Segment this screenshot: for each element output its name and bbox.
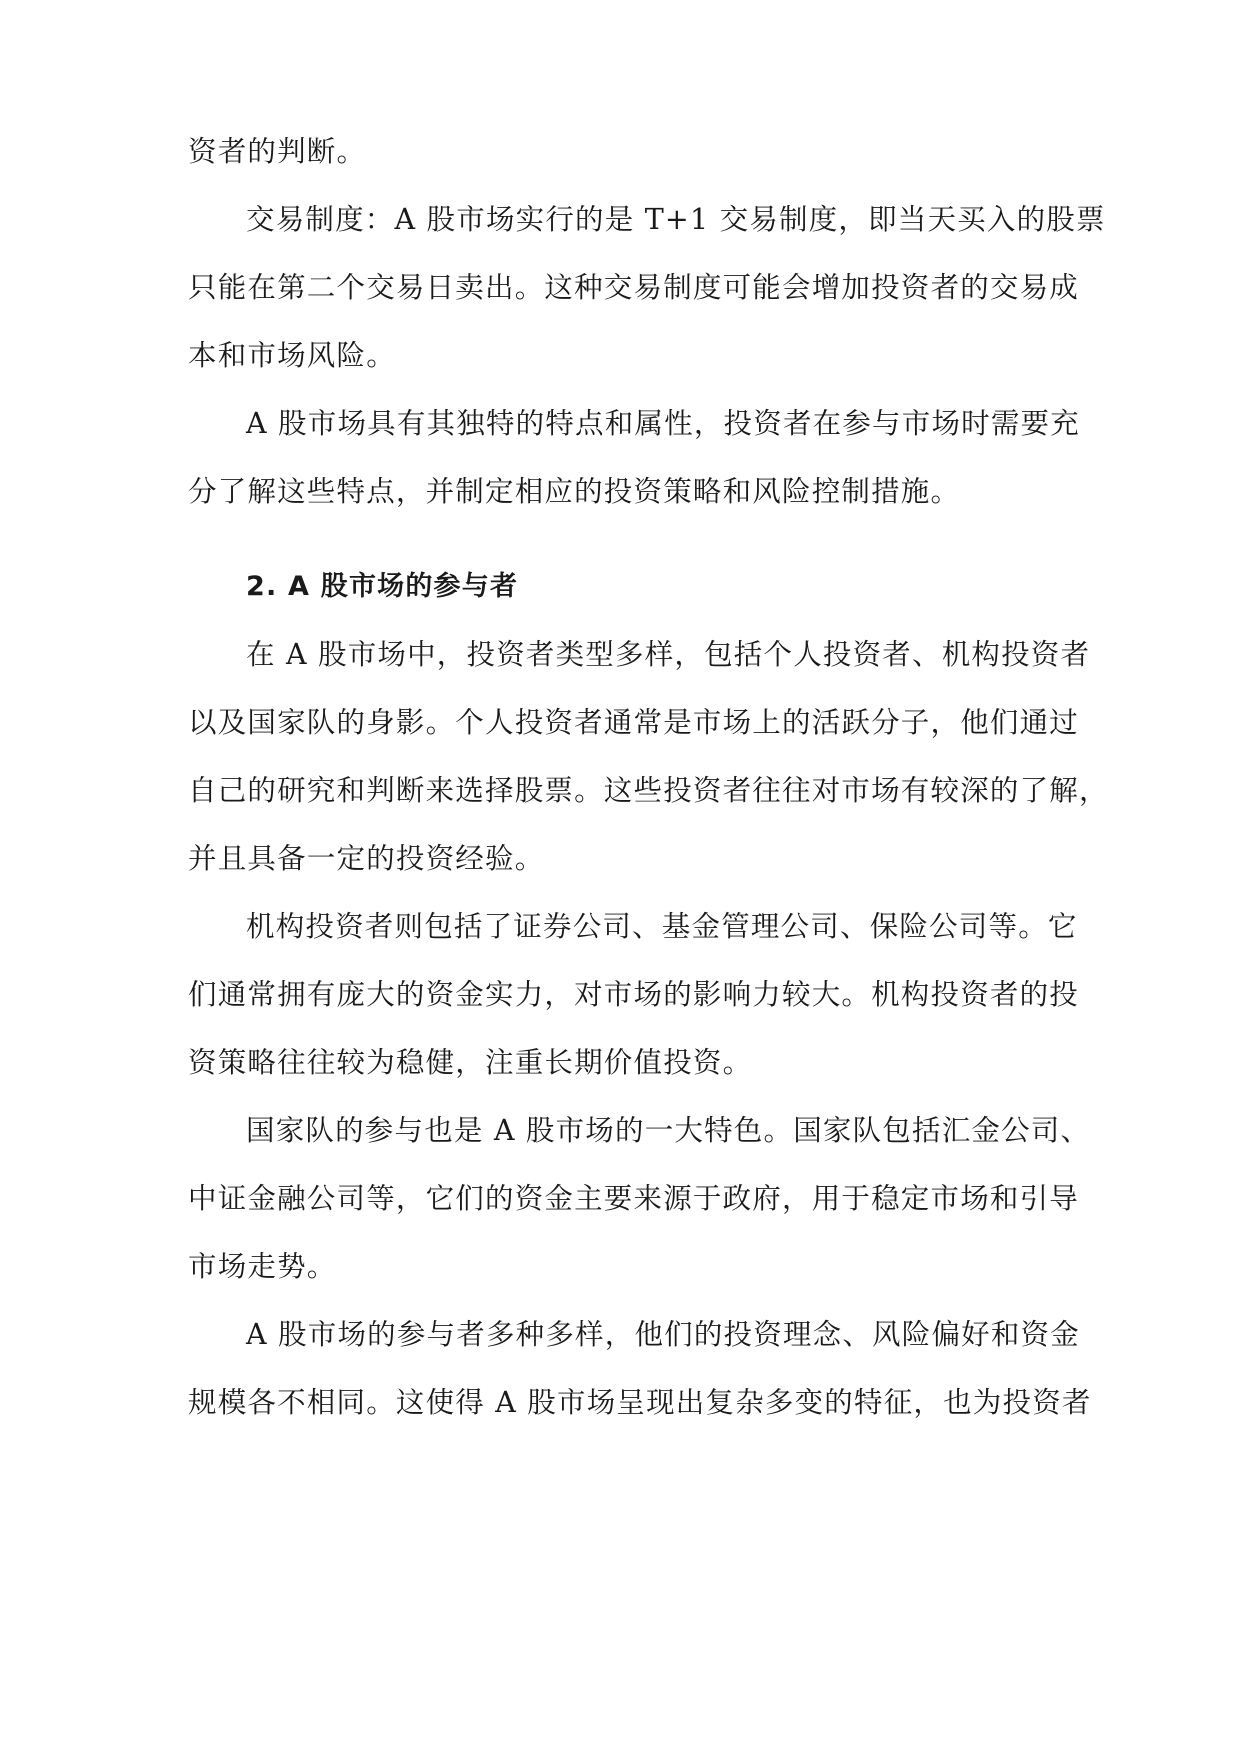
paragraph-4-line-4: 并且具备一定的投资经验。 xyxy=(188,842,545,875)
paragraph-2-line-3: 本和市场风险。 xyxy=(188,339,396,372)
paragraph-5-line-1: 机构投资者则包括了证券公司、基金管理公司、保险公司等。它 xyxy=(246,910,1078,943)
paragraph-6-line-1: 国家队的参与也是 A 股市场的一大特色。国家队包括汇金公司、 xyxy=(246,1114,1091,1147)
paragraph-1-line-1: 资者的判断。 xyxy=(188,135,367,168)
paragraph-7-line-2: 规模各不相同。这使得 A 股市场呈现出复杂多变的特征，也为投资者 xyxy=(188,1386,1092,1419)
paragraph-2-line-1: 交易制度：A 股市场实行的是 T+1 交易制度，即当天买入的股票 xyxy=(246,203,1106,236)
paragraph-3-line-1: A 股市场具有其独特的特点和属性，投资者在参与市场时需要充 xyxy=(246,407,1080,440)
paragraph-5-line-3: 资策略往往较为稳健，注重长期价值投资。 xyxy=(188,1046,753,1079)
paragraph-2-line-2: 只能在第二个交易日卖出。这种交易制度可能会增加投资者的交易成 xyxy=(188,271,1080,304)
paragraph-6-line-3: 市场走势。 xyxy=(188,1250,337,1283)
paragraph-4-line-3: 自己的研究和判断来选择股票。这些投资者往往对市场有较深的了解， xyxy=(188,774,1109,807)
paragraph-4-line-2: 以及国家队的身影。个人投资者通常是市场上的活跃分子，他们通过 xyxy=(188,706,1080,739)
paragraph-7-line-1: A 股市场的参与者多种多样，他们的投资理念、风险偏好和资金 xyxy=(246,1318,1080,1351)
paragraph-4-line-1: 在 A 股市场中，投资者类型多样，包括个人投资者、机构投资者 xyxy=(246,638,1091,671)
section-heading: 2. A 股市场的参与者 xyxy=(246,571,519,602)
paragraph-5-line-2: 们通常拥有庞大的资金实力，对市场的影响力较大。机构投资者的投 xyxy=(188,978,1080,1011)
paragraph-3-line-2: 分了解这些特点，并制定相应的投资策略和风险控制措施。 xyxy=(188,475,961,508)
paragraph-6-line-2: 中证金融公司等，它们的资金主要来源于政府，用于稳定市场和引导 xyxy=(188,1182,1080,1215)
